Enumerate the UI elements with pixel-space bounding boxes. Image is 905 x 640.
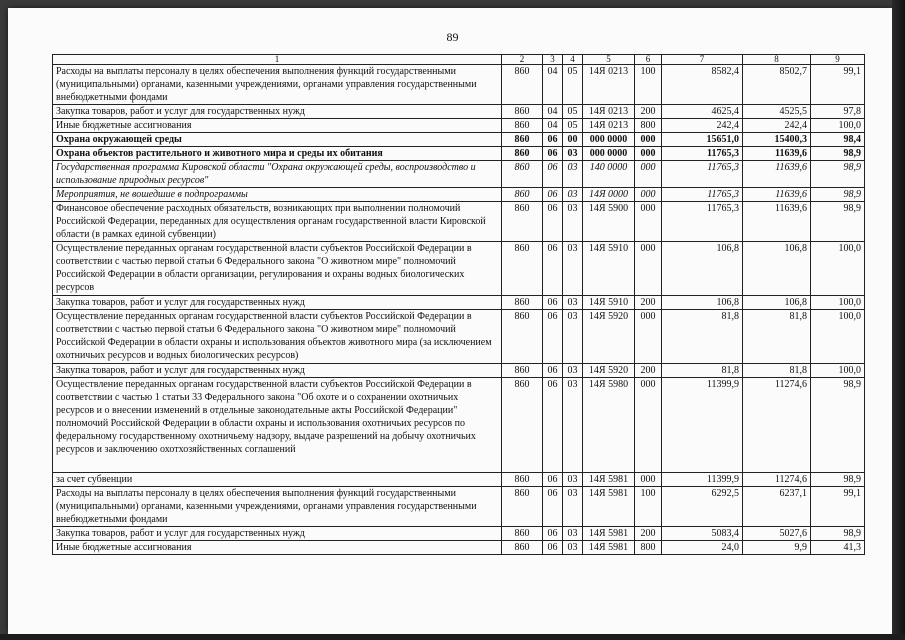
row-description: Иные бюджетные ассигнования <box>53 119 502 133</box>
execution-percent-cell: 98,4 <box>811 133 865 147</box>
target-article-cell: 14Я 5910 <box>583 242 635 296</box>
planned-amount-cell: 24,0 <box>662 541 743 555</box>
expense-type-cell: 100 <box>635 487 662 527</box>
table-row <box>53 202 865 242</box>
admin-code-cell: 860 <box>502 541 543 555</box>
admin-code-cell: 860 <box>502 378 543 473</box>
table-row <box>53 147 865 161</box>
expense-type-cell: 800 <box>635 119 662 133</box>
column-header: 1 <box>53 55 502 65</box>
column-header: 6 <box>635 55 662 65</box>
subsection-code-cell: 03 <box>563 188 583 202</box>
expense-type-cell: 000 <box>635 202 662 242</box>
scan-edge-right <box>892 0 905 640</box>
planned-amount-cell: 8582,4 <box>662 65 743 105</box>
planned-amount-cell: 15651,0 <box>662 133 743 147</box>
table-row <box>53 65 865 105</box>
row-description: Охрана окружающей среды <box>53 133 502 147</box>
subsection-code-cell: 03 <box>563 487 583 527</box>
execution-percent-cell: 98,9 <box>811 188 865 202</box>
admin-code-cell: 860 <box>502 473 543 487</box>
page-number: 89 <box>446 30 459 44</box>
actual-amount-cell: 15400,3 <box>743 133 811 147</box>
expense-type-cell: 200 <box>635 296 662 310</box>
column-header: 3 <box>543 55 563 65</box>
actual-amount-cell: 11639,6 <box>743 161 811 188</box>
expense-type-cell: 200 <box>635 364 662 378</box>
execution-percent-cell: 100,0 <box>811 242 865 296</box>
section-code-cell: 06 <box>543 364 563 378</box>
execution-percent-cell: 97,8 <box>811 105 865 119</box>
table-row <box>53 378 865 473</box>
target-article-cell: 14Я 5981 <box>583 527 635 541</box>
actual-amount-cell: 11274,6 <box>743 378 811 473</box>
scan-edge-bottom <box>0 634 905 640</box>
subsection-code-cell: 03 <box>563 147 583 161</box>
planned-amount-cell: 81,8 <box>662 310 743 364</box>
actual-amount-cell: 6237,1 <box>743 487 811 527</box>
admin-code-cell: 860 <box>502 202 543 242</box>
row-description: Закупка товаров, работ и услуг для государственных нужд <box>53 364 502 378</box>
admin-code-cell: 860 <box>502 296 543 310</box>
row-description: Закупка товаров, работ и услуг для государственных нужд <box>53 105 502 119</box>
target-article-cell: 14Я 5981 <box>583 541 635 555</box>
expense-type-cell: 200 <box>635 527 662 541</box>
table-header-row <box>53 55 865 65</box>
table-row <box>53 242 865 296</box>
execution-percent-cell: 98,9 <box>811 527 865 541</box>
expense-type-cell: 000 <box>635 133 662 147</box>
target-article-cell: 000 0000 <box>583 147 635 161</box>
section-code-cell: 06 <box>543 296 563 310</box>
planned-amount-cell: 11765,3 <box>662 202 743 242</box>
actual-amount-cell: 11274,6 <box>743 473 811 487</box>
actual-amount-cell: 8502,7 <box>743 65 811 105</box>
subsection-code-cell: 03 <box>563 242 583 296</box>
admin-code-cell: 860 <box>502 487 543 527</box>
section-code-cell: 06 <box>543 147 563 161</box>
section-code-cell: 06 <box>543 161 563 188</box>
subsection-code-cell: 03 <box>563 296 583 310</box>
table-row <box>53 133 865 147</box>
expense-type-cell: 800 <box>635 541 662 555</box>
target-article-cell: 14Я 0213 <box>583 119 635 133</box>
row-description: Иные бюджетные ассигнования <box>53 541 502 555</box>
expense-type-cell: 000 <box>635 310 662 364</box>
admin-code-cell: 860 <box>502 188 543 202</box>
section-code-cell: 04 <box>543 119 563 133</box>
execution-percent-cell: 100,0 <box>811 364 865 378</box>
execution-percent-cell: 98,9 <box>811 202 865 242</box>
subsection-code-cell: 03 <box>563 473 583 487</box>
planned-amount-cell: 11399,9 <box>662 473 743 487</box>
execution-percent-cell: 98,9 <box>811 161 865 188</box>
admin-code-cell: 860 <box>502 310 543 364</box>
planned-amount-cell: 106,8 <box>662 296 743 310</box>
row-description: Финансовое обеспечение расходных обязательств, возникающих при выполнении полномочий Российской Федерации, переданных для осуществления органам государственной власти Кировской области (в рамках единой субвенции) <box>53 202 502 242</box>
column-header: 4 <box>563 55 583 65</box>
table-row <box>53 541 865 555</box>
section-code-cell: 06 <box>543 527 563 541</box>
planned-amount-cell: 11765,3 <box>662 161 743 188</box>
section-code-cell: 06 <box>543 378 563 473</box>
expense-type-cell: 000 <box>635 473 662 487</box>
table-row <box>53 527 865 541</box>
target-article-cell: 14Я 5900 <box>583 202 635 242</box>
subsection-code-cell: 03 <box>563 161 583 188</box>
section-code-cell: 06 <box>543 541 563 555</box>
target-article-cell: 14Я 5980 <box>583 378 635 473</box>
actual-amount-cell: 11639,6 <box>743 188 811 202</box>
admin-code-cell: 860 <box>502 242 543 296</box>
planned-amount-cell: 81,8 <box>662 364 743 378</box>
row-description: Закупка товаров, работ и услуг для государственных нужд <box>53 296 502 310</box>
table-row <box>53 188 865 202</box>
admin-code-cell: 860 <box>502 105 543 119</box>
subsection-code-cell: 05 <box>563 65 583 105</box>
column-header: 7 <box>662 55 743 65</box>
target-article-cell: 14Я 5981 <box>583 487 635 527</box>
table-row <box>53 487 865 527</box>
subsection-code-cell: 05 <box>563 119 583 133</box>
column-header: 9 <box>811 55 865 65</box>
section-code-cell: 04 <box>543 105 563 119</box>
admin-code-cell: 860 <box>502 527 543 541</box>
row-description: Осуществление переданных органам государственной власти субъектов Российской Федерации в соответствии с частью первой статьи 6 Федерального закона "О животном мире" полномочий Российской Федерации в области охраны и использования объектов животного мира (за исключением охотничьих ресурсов и водных биологических ресурсов) <box>53 310 502 364</box>
execution-percent-cell: 99,1 <box>811 487 865 527</box>
expense-type-cell: 200 <box>635 105 662 119</box>
table-row <box>53 310 865 364</box>
execution-percent-cell: 100,0 <box>811 119 865 133</box>
planned-amount-cell: 11765,3 <box>662 188 743 202</box>
expense-type-cell: 000 <box>635 242 662 296</box>
target-article-cell: 000 0000 <box>583 133 635 147</box>
actual-amount-cell: 106,8 <box>743 242 811 296</box>
row-description: Осуществление переданных органам государственной власти субъектов Российской Федерации в соответствии с частью первой статьи 6 Федерального закона "О животном мире" полномочий Российской Федерации в области организации, регулирования и охраны водных биологических ресурсов <box>53 242 502 296</box>
budget-table <box>52 54 865 555</box>
section-code-cell: 06 <box>543 242 563 296</box>
table-row <box>53 364 865 378</box>
actual-amount-cell: 242,4 <box>743 119 811 133</box>
row-description: Государственная программа Кировской области "Охрана окружающей среды, воспроизводство и использование природных ресурсов" <box>53 161 502 188</box>
row-description: Расходы на выплаты персоналу в целях обеспечения выполнения функций государственными (муниципальными) органами, казенными учреждениями, органами управления государственными внебюджетными фондами <box>53 65 502 105</box>
planned-amount-cell: 106,8 <box>662 242 743 296</box>
row-description: Осуществление переданных органам государственной власти субъектов Российской Федерации в соответствии с частью 1 статьи 33 Федерального закона "Об охоте и о сохранении охотничьих ресурсов и о внесении изменений в отдельные законодательные акты Российской Федерации" полномочий Российской Федерации в области охраны и использования охотничьих ресурсов по федеральному государственному охотничьему надзору, выдаче разрешений на добычу охотничьих ресурсов и заключению охотхозяйственных соглашений <box>53 378 502 473</box>
actual-amount-cell: 81,8 <box>743 364 811 378</box>
admin-code-cell: 860 <box>502 133 543 147</box>
table-row <box>53 105 865 119</box>
section-code-cell: 06 <box>543 188 563 202</box>
subsection-code-cell: 00 <box>563 133 583 147</box>
section-code-cell: 06 <box>543 133 563 147</box>
target-article-cell: 14Я 5920 <box>583 364 635 378</box>
section-code-cell: 04 <box>543 65 563 105</box>
target-article-cell: 14Я 0213 <box>583 65 635 105</box>
row-description: Охрана объектов растительного и животного мира и среды их обитания <box>53 147 502 161</box>
actual-amount-cell: 4525,5 <box>743 105 811 119</box>
table-row <box>53 473 865 487</box>
section-code-cell: 06 <box>543 473 563 487</box>
table-row <box>53 296 865 310</box>
planned-amount-cell: 242,4 <box>662 119 743 133</box>
column-header: 8 <box>743 55 811 65</box>
planned-amount-cell: 4625,4 <box>662 105 743 119</box>
admin-code-cell: 860 <box>502 161 543 188</box>
admin-code-cell: 860 <box>502 364 543 378</box>
expense-type-cell: 000 <box>635 161 662 188</box>
column-header: 2 <box>502 55 543 65</box>
execution-percent-cell: 98,9 <box>811 147 865 161</box>
expense-type-cell: 000 <box>635 147 662 161</box>
subsection-code-cell: 03 <box>563 527 583 541</box>
actual-amount-cell: 81,8 <box>743 310 811 364</box>
actual-amount-cell: 11639,6 <box>743 202 811 242</box>
execution-percent-cell: 41,3 <box>811 541 865 555</box>
target-article-cell: 14Я 5910 <box>583 296 635 310</box>
target-article-cell: 140 0000 <box>583 161 635 188</box>
column-header: 5 <box>583 55 635 65</box>
subsection-code-cell: 03 <box>563 202 583 242</box>
actual-amount-cell: 5027,6 <box>743 527 811 541</box>
target-article-cell: 14Я 5981 <box>583 473 635 487</box>
planned-amount-cell: 11399,9 <box>662 378 743 473</box>
section-code-cell: 06 <box>543 310 563 364</box>
table-body <box>53 65 865 555</box>
admin-code-cell: 860 <box>502 119 543 133</box>
target-article-cell: 14Я 0213 <box>583 105 635 119</box>
table-row <box>53 161 865 188</box>
expense-type-cell: 100 <box>635 65 662 105</box>
subsection-code-cell: 03 <box>563 378 583 473</box>
admin-code-cell: 860 <box>502 65 543 105</box>
row-description: Расходы на выплаты персоналу в целях обеспечения выполнения функций государственными (муниципальными) органами, казенными учреждениями, органами управления государственными внебюджетными фондами <box>53 487 502 527</box>
section-code-cell: 06 <box>543 202 563 242</box>
planned-amount-cell: 6292,5 <box>662 487 743 527</box>
execution-percent-cell: 100,0 <box>811 310 865 364</box>
subsection-code-cell: 05 <box>563 105 583 119</box>
target-article-cell: 14Я 5920 <box>583 310 635 364</box>
subsection-code-cell: 03 <box>563 364 583 378</box>
row-description: Мероприятия, не вошедшие в подпрограммы <box>53 188 502 202</box>
execution-percent-cell: 98,9 <box>811 378 865 473</box>
actual-amount-cell: 9,9 <box>743 541 811 555</box>
target-article-cell: 14Я 0000 <box>583 188 635 202</box>
table-row <box>53 119 865 133</box>
execution-percent-cell: 98,9 <box>811 473 865 487</box>
actual-amount-cell: 106,8 <box>743 296 811 310</box>
section-code-cell: 06 <box>543 487 563 527</box>
admin-code-cell: 860 <box>502 147 543 161</box>
row-description: Закупка товаров, работ и услуг для государственных нужд <box>53 527 502 541</box>
subsection-code-cell: 03 <box>563 541 583 555</box>
expense-type-cell: 000 <box>635 378 662 473</box>
execution-percent-cell: 99,1 <box>811 65 865 105</box>
expense-type-cell: 000 <box>635 188 662 202</box>
execution-percent-cell: 100,0 <box>811 296 865 310</box>
planned-amount-cell: 5083,4 <box>662 527 743 541</box>
planned-amount-cell: 11765,3 <box>662 147 743 161</box>
row-description: за счет субвенции <box>53 473 502 487</box>
subsection-code-cell: 03 <box>563 310 583 364</box>
actual-amount-cell: 11639,6 <box>743 147 811 161</box>
